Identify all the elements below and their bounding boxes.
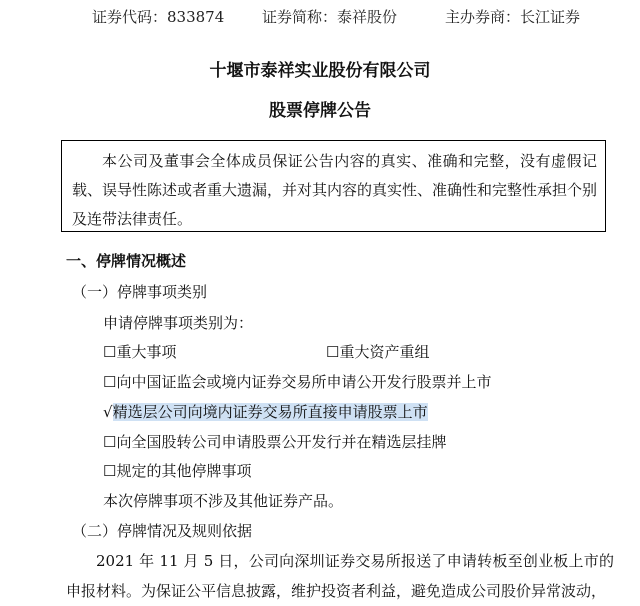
option-other: ☐规定的其他停牌事项 (103, 462, 252, 480)
category-intro: 申请停牌事项类别为： (103, 314, 254, 332)
option-neeq-listing: ☐向全国股转公司申请股票公开发行并在精选层挂牌 (103, 433, 447, 451)
option-major-reorganization: ☐重大资产重组 (326, 343, 430, 361)
document-title: 股票停牌公告 (269, 101, 371, 121)
subsection-heading-2: （二）停牌情况及规则依据 (72, 522, 253, 540)
option-major-event: ☐重大事项 (103, 343, 177, 361)
option-selected-layer-listing (103, 401, 428, 422)
check-mark-icon: √ (103, 403, 113, 421)
security-code: 证券代码：833874 (92, 8, 225, 26)
disclaimer-text: 本公司及董事会全体成员保证公告内容的真实、准确和完整，没有虚假记载、误导性陈述或者重大遗漏，并对其内容的真实性、准确性和完整性承担个别及连带法律责任。 (72, 152, 598, 228)
section-heading: 一、停牌情况概述 (66, 252, 187, 270)
option-csrc-ipo: ☐向中国证监会或境内证券交易所申请公开发行股票并上市 (103, 373, 492, 391)
disclaimer-box (61, 140, 606, 232)
subsection-heading: （一）停牌事项类别 (72, 283, 208, 301)
no-other-products-note: 本次停牌事项不涉及其他证券产品。 (103, 492, 344, 510)
company-name: 十堰市泰祥实业股份有限公司 (209, 61, 431, 81)
sponsor-broker: 主办券商：长江证券 (445, 8, 581, 26)
security-abbreviation: 证券简称：泰祥股份 (262, 8, 398, 26)
body-paragraph (66, 546, 614, 606)
body-paragraph-text: 2021 年 11 月 5 日，公司向深圳证券交易所报送了申请转板至创业板上市的申报材料。为保证公平信息披露，维护投资者利益，避免造成公司股价异常波动， (66, 552, 614, 600)
selected-option-text: 精选层公司向境内证券交易所直接申请股票上市 (112, 403, 428, 421)
